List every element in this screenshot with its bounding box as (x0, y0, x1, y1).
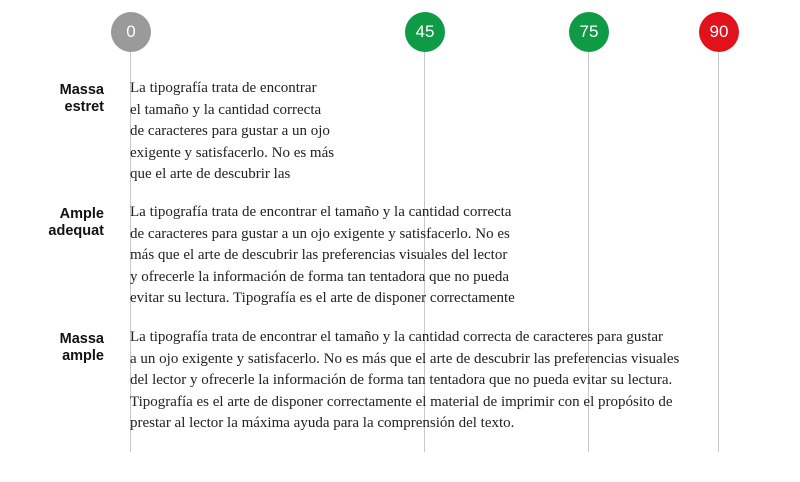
text-line: evitar su lectura. Tipografía es el arte de disponer correctamente (130, 290, 515, 306)
text-line: más que el arte de descubrir las preferencias visuales del lector (130, 247, 508, 263)
row-label-adequate (40, 206, 104, 240)
text-line: exigente y satisfacerlo. No es más (130, 144, 335, 161)
text-line: a un ojo exigente y satisfacerlo. No es más que el arte de descubrir las preferencias visuales (130, 350, 680, 367)
text-line: Tipografía es el arte de disponer correctamente el material de imprimir con el propósito de (130, 393, 673, 410)
row-label-line: Massa (59, 82, 104, 98)
row-label-narrow (40, 82, 104, 116)
text-line: del lector y ofrecerle la información de forma tan tentadora que no pueda evitar su lectura. (130, 372, 673, 388)
row-label-line: adequat (48, 223, 104, 239)
row-label-line: Massa (59, 331, 104, 347)
marker-0: 0 (111, 12, 151, 52)
text-line: prestar al lector la máxima ayuda para la comprensión del texto. (130, 415, 515, 431)
text-line: La tipografía trata de encontrar (130, 80, 317, 96)
text-line: de caracteres para gustar a un ojo (130, 123, 330, 139)
text-line: La tipografía trata de encontrar el tamaño y la cantidad correcta (130, 204, 512, 220)
sample-text-wide (130, 327, 679, 435)
marker-75: 75 (569, 12, 609, 52)
sample-text-narrow (130, 78, 334, 186)
row-label-wide (40, 331, 104, 365)
text-line: que el arte de descubrir las (130, 166, 291, 182)
marker-45: 45 (405, 12, 445, 52)
text-line: el tamaño y la cantidad correcta (130, 101, 322, 118)
text-line: de caracteres para gustar a un ojo exigente y satisfacerlo. No es (130, 225, 510, 242)
marker-90: 90 (699, 12, 739, 52)
guide-line-90 (718, 32, 719, 452)
row-label-line: Ample (59, 206, 104, 222)
row-label-line: ample (62, 348, 104, 364)
text-line: y ofrecerle la información de forma tan tentadora que no pueda (130, 268, 509, 285)
sample-text-adequate (130, 202, 515, 310)
text-line: La tipografía trata de encontrar el tamaño y la cantidad correcta de caracteres para gustar (130, 329, 664, 345)
row-label-line: estret (64, 99, 104, 115)
